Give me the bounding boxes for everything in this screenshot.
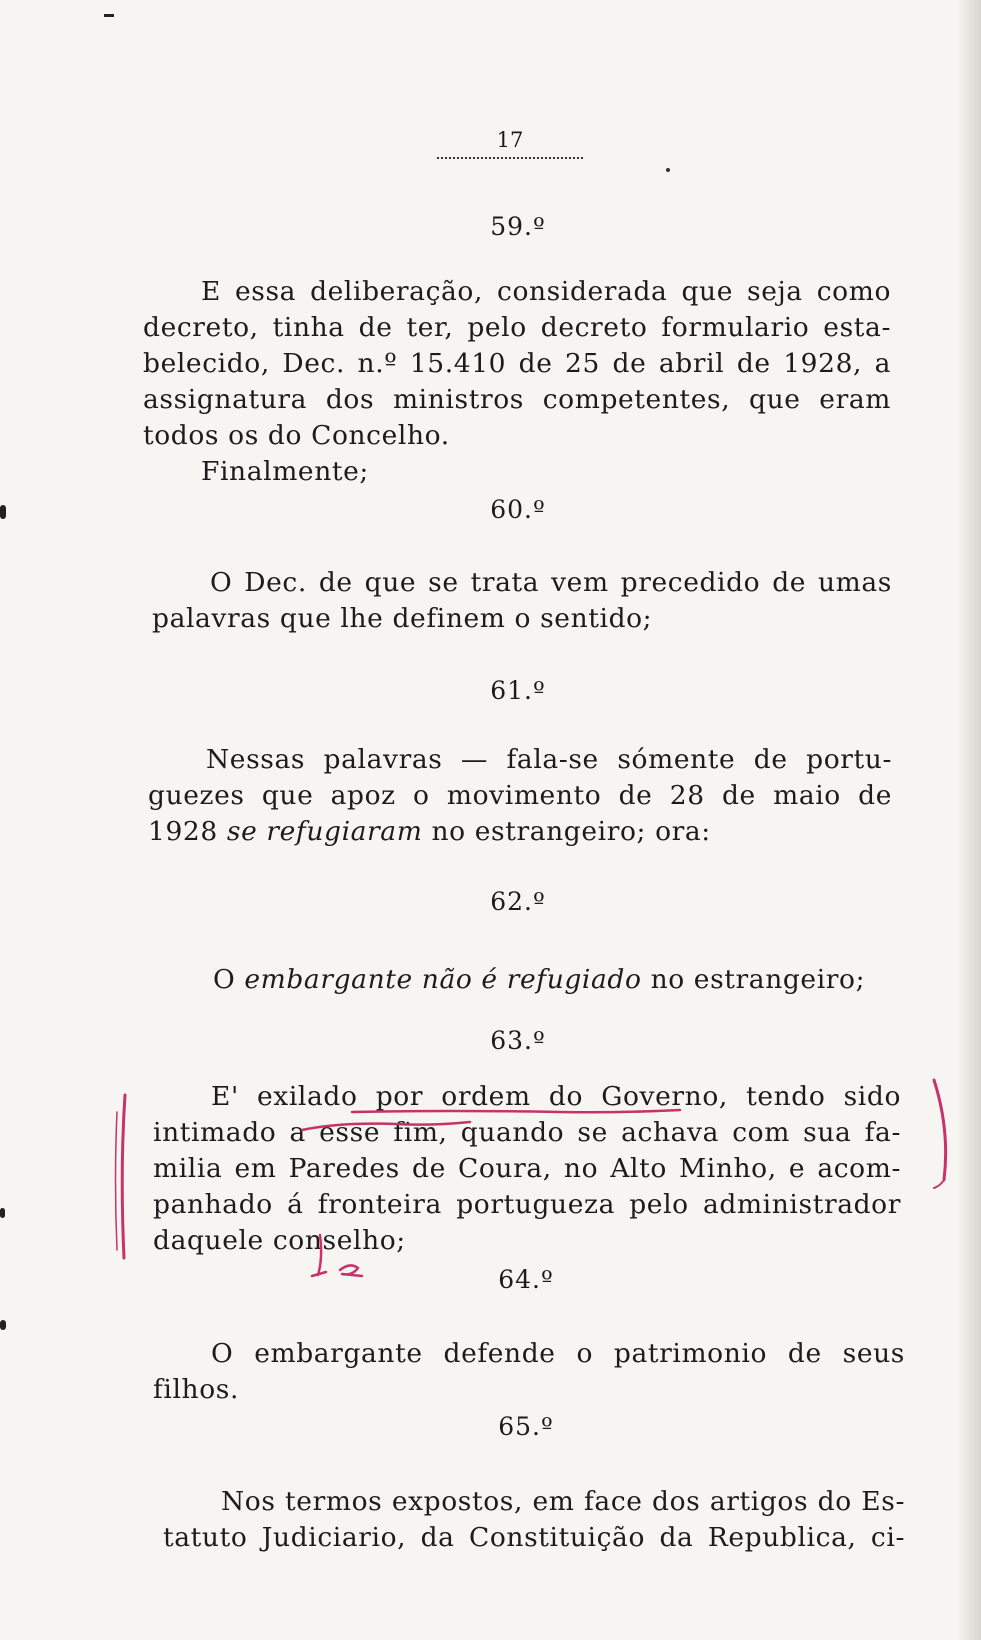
article-number-64: 64.º — [498, 1265, 554, 1294]
text-line: E' exilado por ordem do Governo, tendo sido — [211, 1081, 901, 1112]
text-line: panhado á fronteira portugueza pelo administrador — [153, 1189, 901, 1220]
text-line: tatuto Judiciario, da Constituição da Republica, ci- — [163, 1522, 905, 1553]
underline-annotation — [352, 1110, 680, 1112]
article-number-63: 63.º — [490, 1026, 546, 1055]
underline-annotation — [302, 1122, 470, 1130]
insertion-caret — [340, 1265, 362, 1276]
italic-text: se refugiaram — [226, 816, 423, 847]
text-line: assignatura dos ministros competentes, que eram — [143, 384, 891, 415]
text-line: Nessas palavras — fala-se sómente de portu- — [206, 744, 892, 775]
text-line: Nos termos expostos, em face dos artigos do Es- — [221, 1486, 905, 1517]
article-number-62: 62.º — [490, 887, 546, 916]
text-run: 1928 — [148, 816, 218, 847]
text-line: guezes que apoz o movimento de 28 de maio de — [148, 780, 892, 811]
article-number-61: 61.º — [490, 676, 546, 705]
text-run: no estrangeiro; — [650, 964, 866, 995]
text-line: milia em Paredes de Coura, no Alto Minho, e acom- — [153, 1153, 901, 1184]
text-line: O embargante defende o patrimonio de seus — [211, 1338, 905, 1369]
text-line: daquele conselho; — [153, 1225, 406, 1256]
text-line: palavras que lhe definem o sentido; — [152, 603, 653, 634]
text-line: O Dec. de que se trata vem precedido de umas — [210, 567, 892, 598]
left-bracket-annotation — [116, 1112, 118, 1250]
text-line: filhos. — [153, 1374, 240, 1405]
text-line: belecido, Dec. n.º 15.410 de 25 de abril de 1928, a — [143, 348, 891, 379]
right-bracket-annotation — [934, 1180, 944, 1188]
article-number-65: 65.º — [498, 1412, 554, 1441]
text-run: no estrangeiro; ora: — [431, 816, 711, 847]
left-bracket-annotation — [122, 1095, 125, 1258]
right-bracket-annotation — [934, 1080, 946, 1180]
italic-text: embargante não é refugiado — [244, 964, 642, 995]
page-number: 17 — [496, 128, 524, 152]
text-line: Finalmente; — [201, 456, 369, 487]
text-line: intimado a esse fim, quando se achava com sua fa- — [153, 1117, 901, 1148]
article-number-59: 59.º — [490, 212, 546, 241]
insertion-caret — [312, 1235, 326, 1276]
article-number-60: 60.º — [490, 495, 546, 524]
text-line: todos os do Concelho. — [143, 420, 450, 451]
text-line: decreto, tinha de ter, pelo decreto formulario esta- — [143, 312, 891, 343]
text-line: E essa deliberação, considerada que seja como — [201, 276, 891, 307]
text-run: O — [213, 964, 236, 995]
